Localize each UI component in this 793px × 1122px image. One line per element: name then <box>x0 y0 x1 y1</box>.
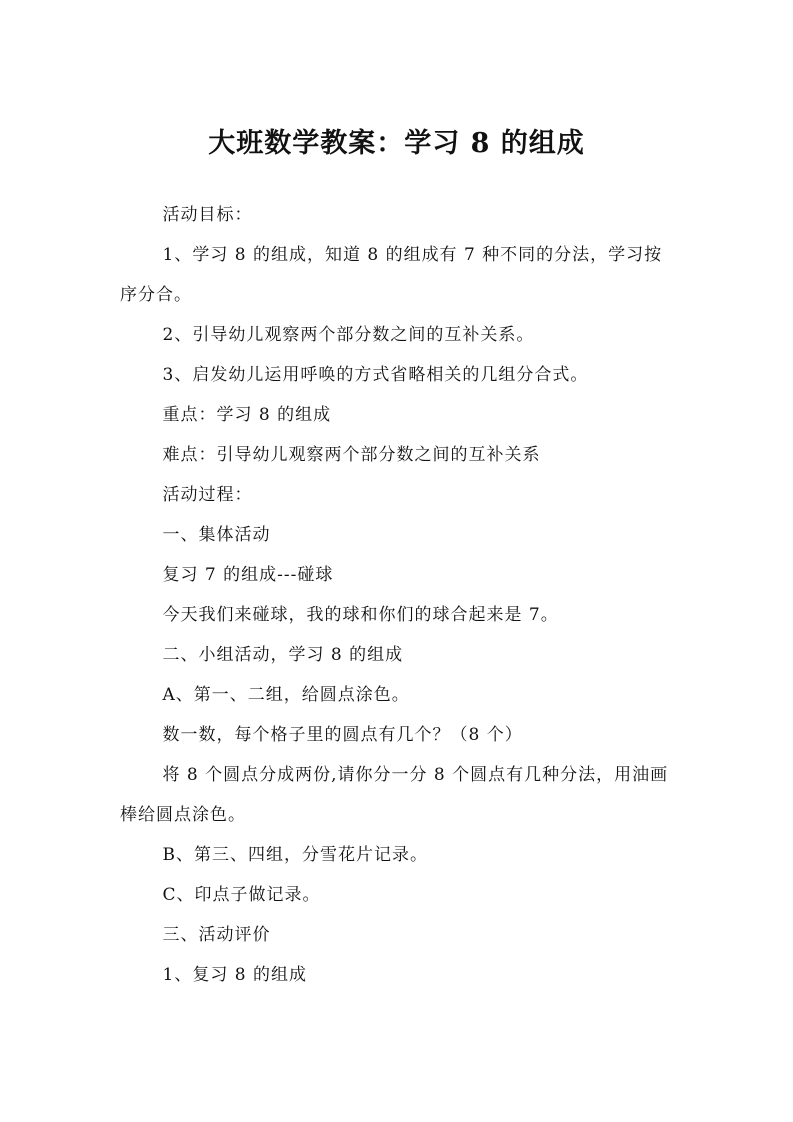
paragraph: C、印点子做记录。 <box>162 885 321 905</box>
document-title: 大班数学教案：学习 8 的组成 <box>208 128 585 159</box>
process-step-heading-2: 二、小组活动，学习 8 的组成 <box>162 645 404 665</box>
paragraph: 数一数，每个格子里的圆点有几个？（8 个） <box>162 725 523 745</box>
section-heading-objectives: 活动目标： <box>162 205 253 225</box>
paragraph: 1、复习 8 的组成 <box>162 965 307 985</box>
process-step-heading-1: 一、集体活动 <box>162 525 271 545</box>
paragraph: A、第一、二组，给圆点涂色。 <box>162 685 410 705</box>
document-body <box>120 195 680 995</box>
paragraph: 今天我们来碰球，我的球和你们的球合起来是 7。 <box>162 605 559 625</box>
section-heading-process: 活动过程： <box>162 485 253 505</box>
objective-item-1: 1、学习 8 的组成，知道 8 的组成有 7 种不同的分法，学习按序分合。 <box>120 245 663 305</box>
key-point: 重点：学习 8 的组成 <box>162 405 332 425</box>
difficult-point: 难点：引导幼儿观察两个部分数之间的互补关系 <box>162 445 541 465</box>
paragraph: 将 8 个圆点分成两份,请你分一分 8 个圆点有几种分法，用油画棒给圆点涂色。 <box>120 765 669 825</box>
objective-item-2: 2、引导幼儿观察两个部分数之间的互补关系。 <box>162 325 535 345</box>
process-step-heading-3: 三、活动评价 <box>162 925 271 945</box>
paragraph: 复习 7 的组成---碰球 <box>162 565 334 585</box>
paragraph: B、第三、四组，分雪花片记录。 <box>162 845 428 865</box>
objective-item-3: 3、启发幼儿运用呼唤的方式省略相关的几组分合式。 <box>162 365 589 385</box>
